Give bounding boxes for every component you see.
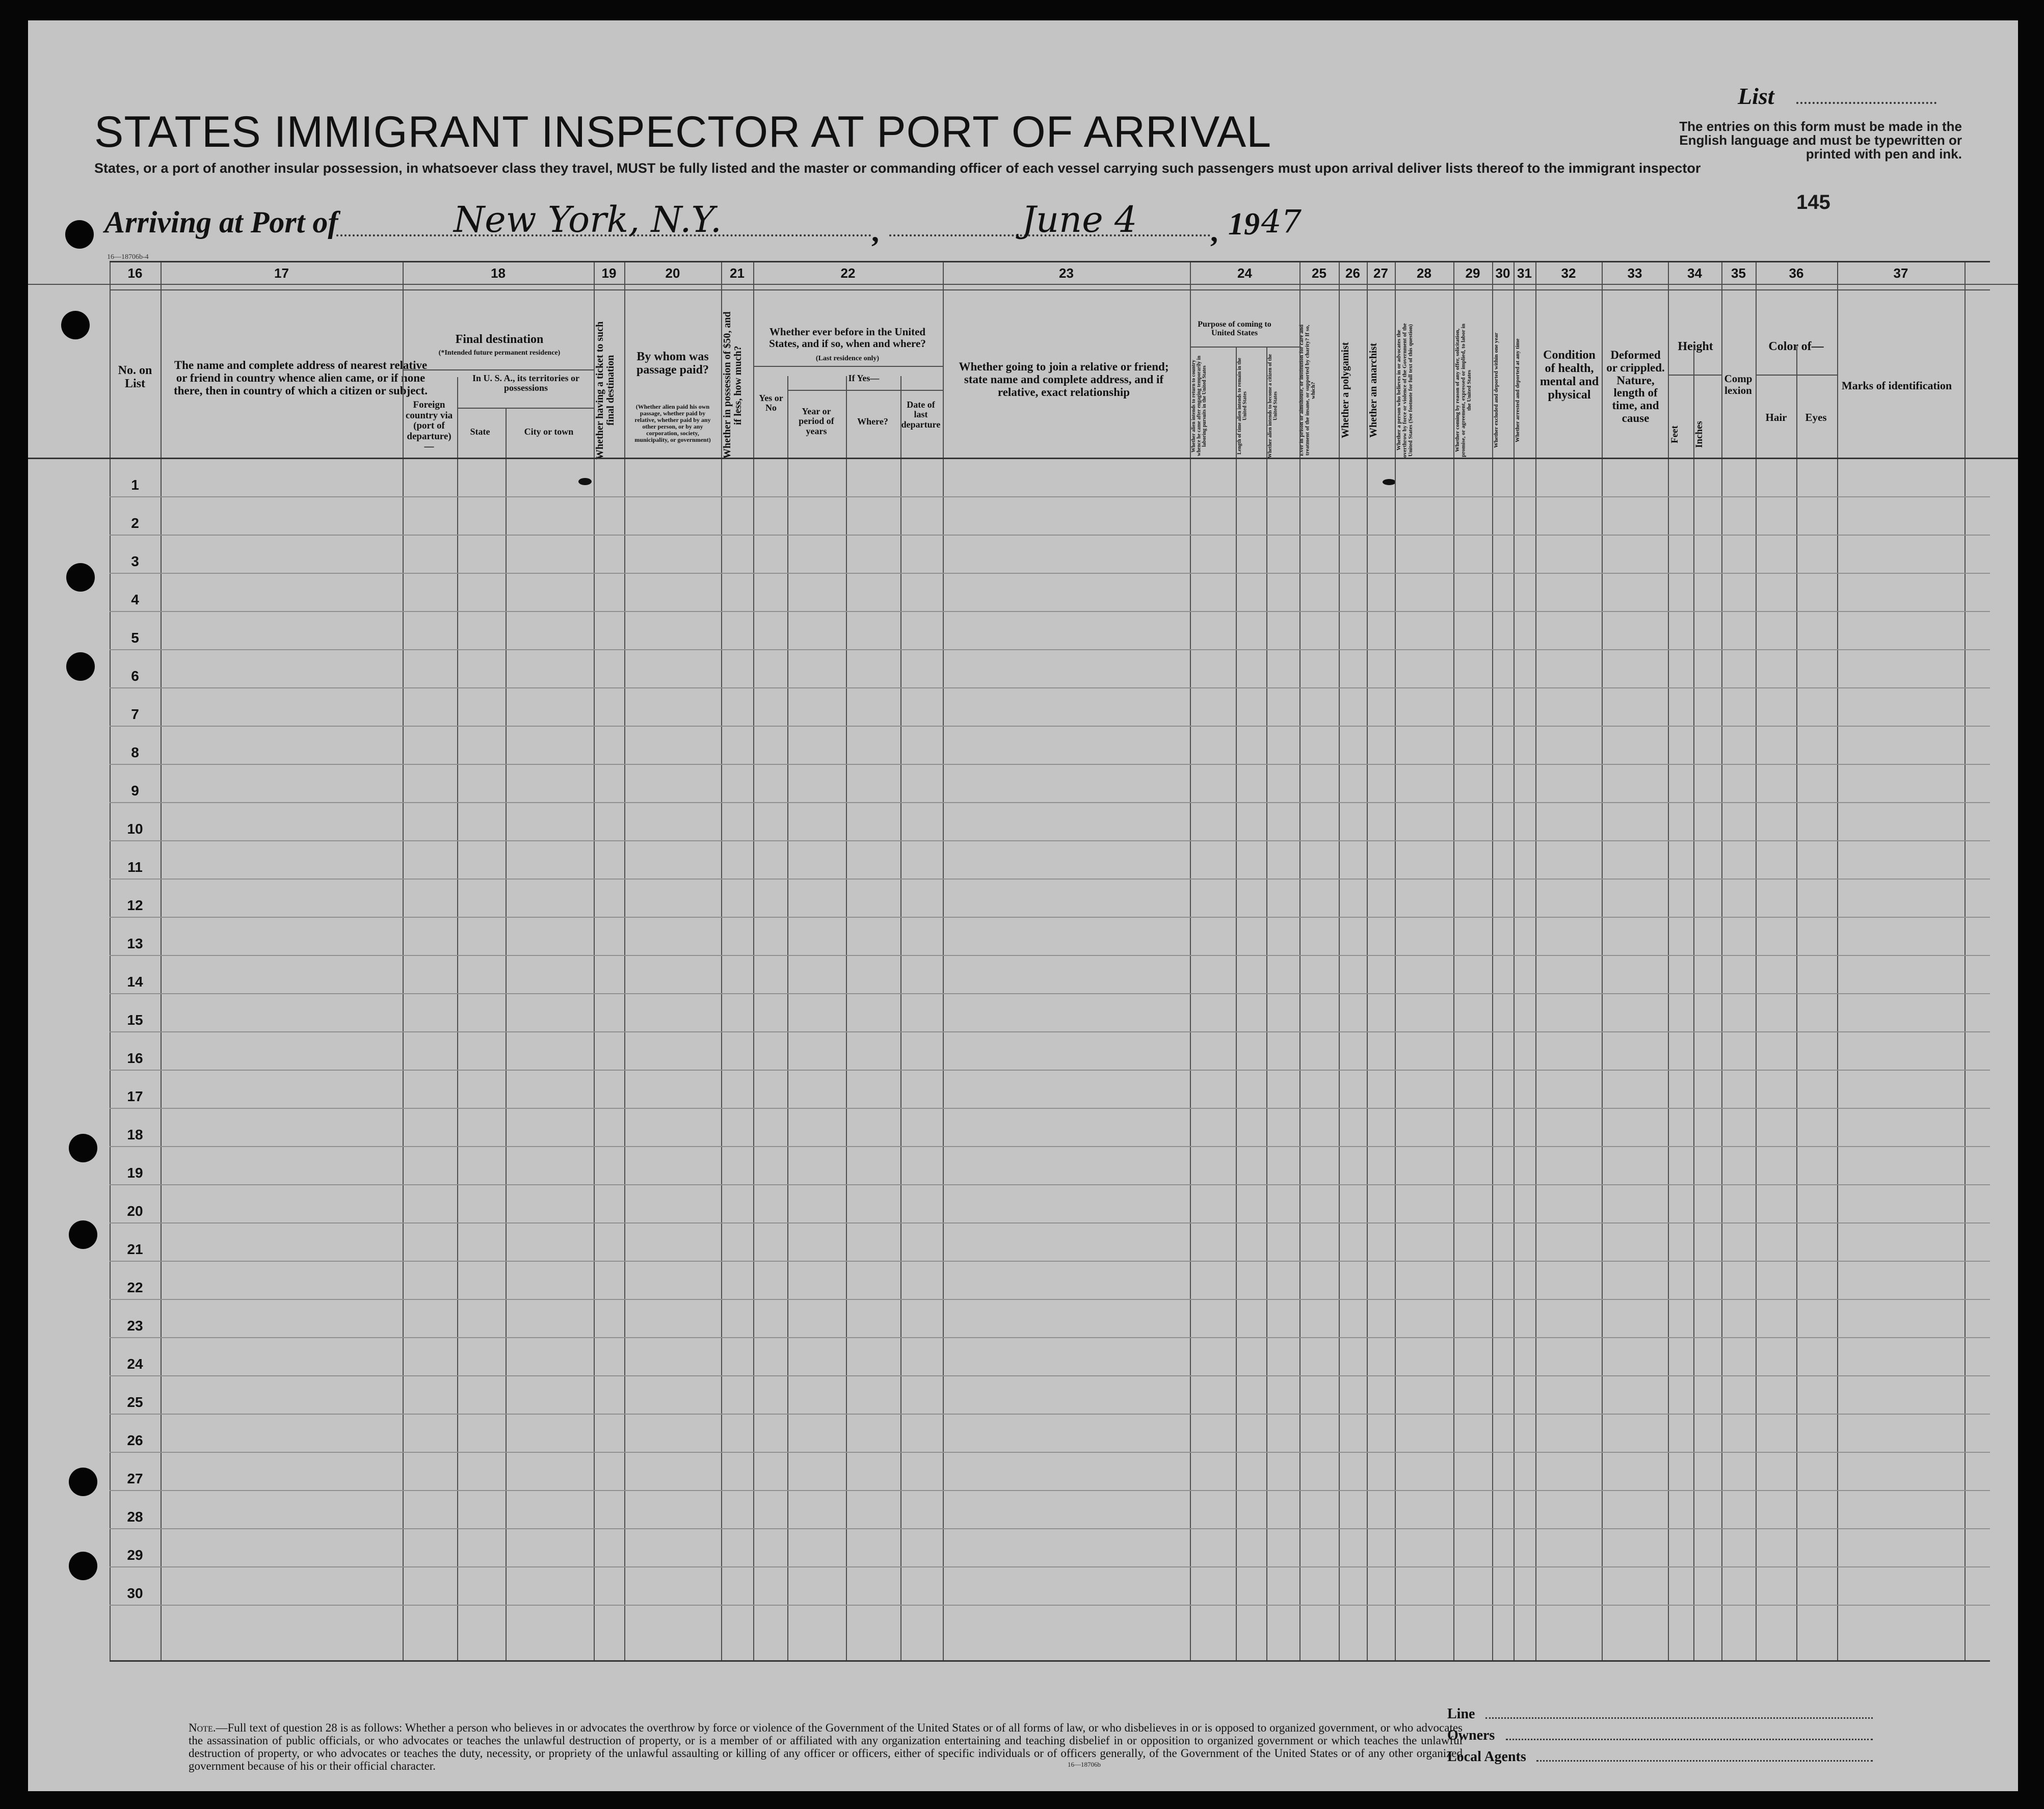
header-ticket: Whether having a ticket to such final destination — [594, 321, 616, 460]
arriving-port-label: Arriving at Port of — [104, 205, 338, 239]
table-top-border — [110, 261, 1990, 262]
column-divider — [1965, 261, 1966, 1660]
punch-hole — [66, 563, 95, 592]
column-divider — [1668, 261, 1669, 1660]
row-number: 23 — [127, 1318, 143, 1334]
header-marks: Marks of identification — [1841, 379, 1952, 392]
row-rule — [110, 1299, 1990, 1300]
manifest-sheet — [28, 20, 2018, 1791]
year-prefix: 19 — [1228, 207, 1260, 242]
header-nearest-relative: The name and complete address of nearest relative or friend in country whence alien came, or if none there, then in country of which a citizen or subject. — [173, 359, 428, 397]
column-divider — [1492, 261, 1493, 1660]
column-number: 19 — [601, 265, 617, 281]
subcolumn-divider — [1693, 347, 1694, 1660]
year-value: 47 — [1261, 203, 1302, 240]
header-inches: Inches — [1694, 421, 1705, 448]
usa-rule — [457, 408, 594, 409]
row-number: 14 — [127, 974, 143, 990]
header-bottom-rule — [28, 458, 2018, 459]
header-labor-offer: Whether coming by reason of any offer, solicitation, promise, or agreement, expressed or implied, to labor in the United States — [1454, 324, 1473, 457]
header-ever-before: Whether ever before in the United States, and if so, when and where? — [769, 326, 926, 350]
header-passage-paid: By whom was passage paid? — [636, 350, 709, 377]
local-agents-label: Local Agents — [1447, 1749, 1526, 1765]
row-number: 19 — [127, 1165, 143, 1181]
row-rule — [110, 1337, 1990, 1338]
row-number: 29 — [127, 1547, 143, 1563]
row-number: 15 — [127, 1012, 143, 1028]
header-overthrow: Whether a person who believes in or advocates the overthrow by force or violence of the Government of the United States (See footnote for full text of this question) — [1396, 323, 1414, 458]
column-number: 34 — [1687, 265, 1702, 281]
header-purpose: Purpose of coming to United States — [1198, 320, 1271, 338]
header-excluded: Whether excluded and deported within one year — [1493, 332, 1499, 448]
column-divider — [1514, 261, 1515, 1660]
subcolumn-divider — [1266, 347, 1267, 1660]
punch-hole — [69, 1220, 97, 1249]
row-number: 20 — [127, 1203, 143, 1219]
header-final-destination: Final destination — [455, 333, 544, 346]
purpose-rule — [1190, 347, 1299, 348]
column-divider — [1602, 261, 1603, 1660]
column-divider — [1299, 261, 1300, 1660]
header-citizen-intent: Whether alien intends to become a citizen of the United States — [1267, 354, 1279, 459]
ever-before-rule — [753, 366, 943, 367]
row-number: 25 — [127, 1394, 143, 1410]
port-value: New York, N.Y. — [454, 199, 722, 241]
column-number: 28 — [1417, 265, 1431, 281]
local-agents-field[interactable] — [1536, 1760, 1873, 1762]
column-number: 20 — [665, 265, 680, 281]
row-number: 27 — [127, 1471, 143, 1486]
row-rule — [110, 726, 1990, 727]
header-fifty-dollars: Whether in possession of $50, and if less, how much? — [722, 311, 744, 459]
row-rule — [110, 649, 1990, 650]
header-foreign-country: Foreign country via (port of departure)— — [405, 400, 453, 453]
ink-smudge-2 — [1383, 479, 1396, 485]
column-divider — [403, 261, 404, 1660]
header-yes-no: Yes or No — [759, 393, 783, 413]
row-number: 17 — [127, 1088, 143, 1104]
header-eyes: Eyes — [1805, 411, 1827, 423]
form-number: 16—18706b-4 — [107, 253, 149, 261]
row-number: 22 — [127, 1280, 143, 1295]
header-feet: Feet — [1669, 425, 1680, 443]
row-number: 2 — [131, 515, 139, 531]
row-rule — [110, 1375, 1990, 1376]
page-title: STATES IMMIGRANT INSPECTOR AT PORT OF ARRIVAL — [94, 108, 1272, 156]
line-label: Line — [1447, 1706, 1475, 1722]
header-polygamist: Whether a polygamist — [1340, 342, 1351, 439]
row-rule — [110, 1146, 1990, 1147]
row-rule — [110, 1261, 1990, 1262]
owners-label: Owners — [1447, 1727, 1495, 1743]
row-number: 9 — [131, 783, 139, 799]
row-rule — [110, 687, 1990, 688]
header-state: State — [470, 427, 490, 437]
row-rule — [110, 879, 1990, 880]
footnote-text: —Full text of question 28 is as follows: Whether a person who believes in or advocates the overthrow by force or violence of the Government of the United States or of all forms of law, or who disbelieves in or is opposed to organized government, or who advocates the assassination of public officials, or who advocates or teaches the unlawful destruction of property, or is a member of or affiliated with any organization entertaining and teaching disbelief in or opposition to organized government or which teaches the unlawful destruction of property, or who advocates or teaches the duty, necessity, or propriety of the unlawful assaulting or killing of any officer or officers, either of specific individuals or of officers generally, of the Government of the United States or of any other organized government because of his or their official character. — [189, 1721, 1463, 1772]
column-number: 32 — [1561, 265, 1576, 281]
subcolumn-divider — [506, 408, 507, 1660]
subcolumn-divider — [1236, 347, 1237, 1660]
comma-separator-2: , — [1210, 215, 1218, 248]
column-divider — [1837, 261, 1838, 1660]
header-prison-almshouse: Ever in prison or almshouse, or institution for care and treatment of the insane, or supported by charity? If so, which? — [1298, 324, 1317, 457]
date-value: June 4 — [1022, 199, 1137, 241]
footnote-prefix: Note. — [189, 1721, 216, 1734]
header-where: Where? — [857, 416, 888, 427]
list-number-field[interactable] — [1796, 102, 1936, 104]
row-rule — [110, 955, 1990, 956]
subcolumn-divider — [787, 376, 788, 1660]
column-divider — [1453, 261, 1454, 1660]
row-number: 11 — [127, 859, 143, 875]
final-destination-rule — [403, 369, 594, 370]
header-health: Condition of health, mental and physical — [1539, 349, 1599, 402]
footer-form-number: 16—18706b — [1068, 1761, 1101, 1768]
punch-hole — [65, 220, 94, 249]
row-rule — [110, 1414, 1990, 1415]
row-number: 1 — [131, 477, 139, 493]
column-number: 17 — [274, 265, 289, 281]
row-rule — [110, 1031, 1990, 1032]
row-number: 10 — [127, 821, 143, 837]
row-rule — [110, 611, 1990, 612]
row-rule — [110, 1452, 1990, 1453]
column-number: 22 — [840, 265, 856, 281]
page-subtitle: States, or a port of another insular possession, in whatsoever class they travel, MUST be fully listed and the master or commanding officer of each vessel carrying such passengers must upon arrival deliver lists thereof to the immigrant inspector — [94, 161, 1701, 176]
column-number: 21 — [730, 265, 745, 281]
column-divider — [943, 261, 944, 1660]
row-number: 3 — [131, 553, 139, 569]
row-number: 18 — [127, 1127, 143, 1142]
if-yes-rule — [787, 390, 943, 391]
header-color-of: Color of— — [1768, 340, 1824, 353]
column-number: 37 — [1893, 265, 1908, 281]
subcolumn-divider — [846, 376, 847, 1660]
row-number: 24 — [127, 1356, 143, 1372]
column-number: 25 — [1312, 265, 1326, 281]
column-divider — [1535, 261, 1536, 1660]
header-passage-paid-sub: (Whether alien paid his own passage, whether paid by relative, whether paid by any other person, or by any corporation, society, municipality, or government) — [634, 403, 711, 443]
punch-hole — [66, 652, 95, 681]
row-number: 28 — [127, 1509, 143, 1525]
row-rule — [110, 1222, 1990, 1223]
header-complexion: Complexion — [1724, 373, 1753, 396]
row-number: 16 — [127, 1050, 143, 1066]
height-rule — [1668, 375, 1721, 376]
comma-separator: , — [871, 215, 879, 248]
row-number: 7 — [131, 706, 139, 722]
row-number: 6 — [131, 668, 139, 684]
header-anarchist: Whether an anarchist — [1368, 343, 1379, 438]
row-rule — [110, 1490, 1990, 1491]
column-divider — [1721, 261, 1722, 1660]
punch-hole — [69, 1468, 97, 1496]
row-rule — [110, 496, 1990, 497]
footnote — [189, 1721, 1463, 1772]
header-deformed: Deformed or crippled. Nature, length of time, and cause — [1606, 349, 1665, 425]
column-divider — [1367, 261, 1368, 1660]
row-rule — [110, 764, 1990, 765]
column-divider — [1395, 261, 1396, 1660]
row-number: 26 — [127, 1432, 143, 1448]
punch-hole — [61, 311, 90, 339]
row-rule — [110, 1070, 1990, 1071]
row-rule — [110, 1605, 1990, 1606]
row-rule — [110, 1108, 1990, 1109]
column-divider — [594, 261, 595, 1660]
header-arrested: Whether arrested and deported at any time — [1515, 338, 1521, 442]
row-rule — [110, 1184, 1990, 1185]
header-ever-before-sub: (Last residence only) — [815, 355, 880, 362]
row-rule — [110, 1566, 1990, 1567]
header-year: Year or period of years — [799, 406, 834, 436]
subcolumn-divider — [900, 376, 901, 1660]
row-rule — [110, 535, 1990, 536]
column-divider — [161, 261, 162, 1660]
row-number: 8 — [131, 744, 139, 760]
subcolumn-divider — [457, 377, 458, 1660]
row-rule — [110, 1528, 1990, 1529]
column-number: 26 — [1345, 265, 1360, 281]
column-number: 36 — [1789, 265, 1804, 281]
punch-hole — [69, 1134, 97, 1162]
header-list-number: No. on List — [118, 364, 152, 390]
column-number: 16 — [127, 265, 143, 281]
column-number: 23 — [1059, 265, 1074, 281]
header-city: City or town — [524, 427, 574, 437]
header-join-relative: Whether going to join a relative or friend; state name and complete address, and if relative, exact relationship — [959, 360, 1169, 398]
header-length-of-stay: Length of time alien intends to remain in the United States — [1237, 358, 1248, 455]
page-number: 145 — [1796, 191, 1830, 214]
row-number: 4 — [131, 592, 139, 607]
header-last-departure: Date of last departure — [901, 400, 941, 430]
header-height: Height — [1678, 340, 1713, 353]
subcolumn-divider — [1796, 347, 1797, 1660]
column-number-rule-2 — [110, 289, 1990, 290]
row-number: 5 — [131, 630, 139, 646]
column-number: 18 — [491, 265, 506, 281]
form-notice: The entries on this form must be made in the English language and must be typewritten or printed with pen and ink. — [1679, 119, 1962, 162]
column-number: 33 — [1627, 265, 1642, 281]
line-field[interactable] — [1485, 1717, 1873, 1719]
column-number: 29 — [1465, 265, 1480, 281]
row-number: 30 — [127, 1585, 143, 1601]
color-rule — [1756, 375, 1837, 376]
row-rule — [110, 840, 1990, 841]
table-bottom-border — [110, 1660, 1990, 1662]
row-rule — [110, 993, 1990, 994]
row-rule — [110, 917, 1990, 918]
column-divider — [110, 261, 111, 1660]
row-number: 21 — [127, 1241, 143, 1257]
column-number: 31 — [1517, 265, 1532, 281]
column-number-rule — [28, 284, 2018, 285]
column-divider — [1756, 261, 1757, 1660]
row-rule — [110, 802, 1990, 803]
column-divider — [721, 261, 722, 1660]
row-number: 12 — [127, 897, 143, 913]
column-number: 30 — [1495, 265, 1510, 281]
row-number: 13 — [127, 936, 143, 951]
column-number: 27 — [1373, 265, 1388, 281]
column-divider — [1190, 261, 1191, 1660]
ink-smudge — [578, 478, 592, 485]
column-number: 24 — [1237, 265, 1252, 281]
punch-hole — [69, 1552, 97, 1580]
column-divider — [624, 261, 625, 1660]
row-rule — [110, 573, 1990, 574]
header-return-intent: Whether alien intends to return to country whence he came after engaging temporarily in laboring pursuits in the United States — [1191, 356, 1207, 457]
column-number: 35 — [1731, 265, 1746, 281]
column-divider — [753, 261, 754, 1660]
owners-field[interactable] — [1506, 1739, 1873, 1740]
header-hair: Hair — [1765, 411, 1787, 423]
header-if-yes: If Yes— — [848, 373, 880, 383]
header-final-destination-sub: (*Intended future permanent residence) — [438, 349, 561, 357]
header-in-usa: In U. S. A., its territories or possessions — [472, 373, 579, 393]
list-label: List — [1738, 83, 1774, 109]
column-divider — [1339, 261, 1340, 1660]
